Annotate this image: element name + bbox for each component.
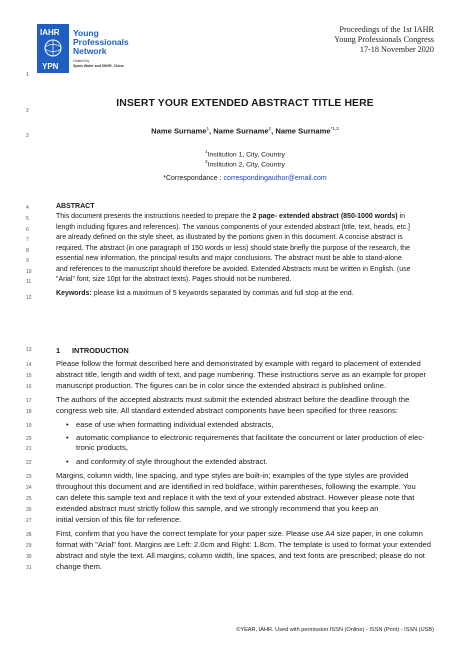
line-number: 2 — [26, 108, 29, 114]
line-number: 18 — [26, 409, 32, 415]
body-line: First, confirm that you have the correct template for your paper size. Please use A4 size paper, in one column — [56, 529, 423, 538]
author-name: Name Surname — [151, 126, 207, 136]
line-number: 6 — [26, 227, 29, 233]
institution-2 — [60, 159, 430, 168]
abstract-line — [56, 212, 424, 223]
copyright-footer: ©YEAR, IAHR. Used with permission ISSN (Online) - ISSN (Print) - ISSN (USB) — [236, 627, 434, 633]
line-number: 30 — [26, 554, 32, 560]
bullet-continuation: tronic products, — [76, 443, 128, 452]
line-number: 5 — [26, 216, 29, 222]
author-separator: , — [271, 126, 276, 136]
bullet-text: automatic compliance to electronic requirements that facilitate the concurrent or later production of elec- — [76, 433, 425, 442]
correspondence-line — [60, 175, 430, 182]
header-line-1: Proceedings of the 1st IAHR — [339, 25, 434, 34]
line-number: 17 — [26, 398, 32, 404]
line-number: 3 — [26, 133, 29, 139]
abstract-line: "Arial" font, size 10pt for the abstract texts). Pages should not be numbered. — [56, 276, 292, 283]
line-number: 13 — [26, 347, 32, 353]
logo-hosted-by: Hosted by — [73, 59, 90, 63]
logo-name-line-2: Professionals — [73, 37, 129, 47]
section-title: INTRODUCTION — [72, 346, 129, 355]
line-number: 26 — [26, 507, 32, 513]
bullet-icon: • — [66, 457, 69, 466]
body-line: abstract title, length and width of text, and page numbering. These instructions serve as an example for proper — [56, 370, 427, 379]
line-number: 25 — [26, 496, 32, 502]
line-number: 28 — [26, 532, 32, 538]
author-list — [60, 126, 430, 136]
institution-text: Institution 1, City, Country — [207, 151, 285, 159]
header-line-2: Young Professionals Congress — [334, 35, 434, 44]
body-line: abstract and style the text. All margins, column width, line spaces, and text fonts are prescribed; please do not — [56, 551, 425, 560]
section-number: 1 — [56, 346, 61, 355]
body-line: initial version of this file for reference. — [56, 515, 182, 524]
keywords-text: please list a maximum of 5 keywords separated by commas and full stop at the end. — [91, 290, 354, 297]
bullet-icon: • — [66, 420, 69, 429]
line-number: 7 — [26, 237, 29, 243]
institution-text: Institution 2, City, Country — [207, 161, 285, 169]
institution-1 — [60, 149, 430, 158]
line-number: 11 — [26, 279, 32, 285]
iahr-ypn-logo — [37, 24, 151, 73]
author-name: Name Surname — [275, 126, 331, 136]
line-number: 12 — [26, 295, 32, 301]
line-number: 16 — [26, 384, 32, 390]
author-name: Name Surname — [213, 126, 269, 136]
abstract-line: are already defined on the style sheet, as illustrated by the portions given in this document. A concise abstract is — [56, 234, 403, 241]
line-number: 15 — [26, 373, 32, 379]
line-number: 19 — [26, 423, 32, 429]
line-number: 4 — [26, 205, 29, 211]
body-line: throughout this document and are identified in red boldface, within parentheses, following the example. You — [56, 482, 416, 491]
abstract-title: INSERT YOUR EXTENDED ABSTRACT TITLE HERE — [116, 98, 374, 109]
keywords-label: Keywords: — [56, 290, 92, 297]
author-affiliation: 1 — [206, 126, 210, 131]
line-number: 29 — [26, 543, 32, 549]
author-affiliation: 2 — [268, 126, 272, 131]
abstract-line: essential new information, the principal results and major conclusions. The abstract must be able to stand-alone — [56, 255, 402, 262]
abstract-text-a: This document presents the instructions needed to prepare the — [56, 213, 253, 220]
abstract-line: length including figures and references). The various components of your extended abstract [title, text, heads, etc.] — [56, 224, 410, 231]
bullet-icon: • — [66, 433, 69, 442]
body-line: Margins, column width, line spacing, and type styles are built-in; examples of the type styles are provided — [56, 471, 409, 480]
section-heading — [56, 346, 129, 355]
body-line: congress web site. All standard extended abstract components have been specified for three reasons: — [56, 406, 398, 415]
correspondence-email-link[interactable]: correspondingauthor@email.com — [223, 175, 327, 182]
body-line: extended abstract must strictly follow this sample, and we strongly recommend that you keep an — [56, 504, 379, 513]
line-number: 20 — [26, 436, 32, 442]
author-separator: , — [209, 126, 214, 136]
correspondence-label: *Correspondance : — [163, 175, 224, 182]
abstract-line: required. The abstract (in one paragraph of 150 words or less) should state briefly the purpose of the research, the — [56, 245, 410, 252]
line-number: 1 — [26, 72, 29, 78]
body-line: Please follow the format described here and demonstrated by example with regard to placement of extended — [56, 359, 421, 368]
line-number: 14 — [26, 362, 32, 368]
body-line: format with "Arial" font. Margins are Left: 2.0cm and Right: 1.8cm. The template is used to format your extended — [56, 540, 431, 549]
line-number: 27 — [26, 518, 32, 524]
abstract-text-bold: 2 page- extended abstract (850-1000 words) — [252, 213, 398, 220]
line-number: 31 — [26, 565, 32, 571]
keywords-line — [56, 290, 354, 297]
abstract-heading: ABSTRACT — [56, 203, 95, 210]
line-number: 22 — [26, 460, 32, 466]
abstract-line: and references to the manuscript should therefore be avoided. Extended Abstracts must be written in English. (use — [56, 266, 411, 273]
institution-sup: 2 — [205, 159, 208, 164]
line-number: 23 — [26, 474, 32, 480]
line-number: 8 — [26, 248, 29, 254]
line-number: 10 — [26, 269, 32, 275]
bullet-text: ease of use when formatting individual extended abstracts, — [76, 420, 274, 429]
abstract-text-c: in — [397, 213, 406, 220]
logo-iahr-text: IAHR — [40, 28, 60, 37]
line-number: 9 — [26, 258, 29, 264]
author-affiliation: *1,2 — [330, 126, 339, 131]
bullet-item — [66, 419, 426, 430]
body-line: The authors of the accepted abstracts must submit the extended abstract before the deadline through the — [56, 395, 410, 404]
body-line: can delete this sample text and replace it with the text of your extended abstract. However please note that — [56, 493, 415, 502]
logo-ypn-text: YPN — [42, 62, 59, 71]
line-number: 21 — [26, 446, 32, 452]
body-line: change them. — [56, 562, 103, 571]
bullet-item — [66, 456, 426, 467]
institution-sup: 1 — [205, 149, 208, 154]
logo-name-line-3: Network — [73, 46, 107, 56]
proceedings-header — [234, 25, 434, 55]
bullet-text: and conformity of style throughout the extended abstract. — [76, 457, 268, 466]
header-line-3: 17-18 November 2020 — [359, 45, 434, 54]
body-line: manuscript production. The figures can be in color since the extended abstract is published online. — [56, 381, 386, 390]
logo-name-line-1: Young — [73, 28, 99, 38]
logo-graphic — [37, 24, 151, 73]
line-number: 24 — [26, 485, 32, 491]
logo-host: Spain Water and IWHR, China — [73, 64, 124, 68]
